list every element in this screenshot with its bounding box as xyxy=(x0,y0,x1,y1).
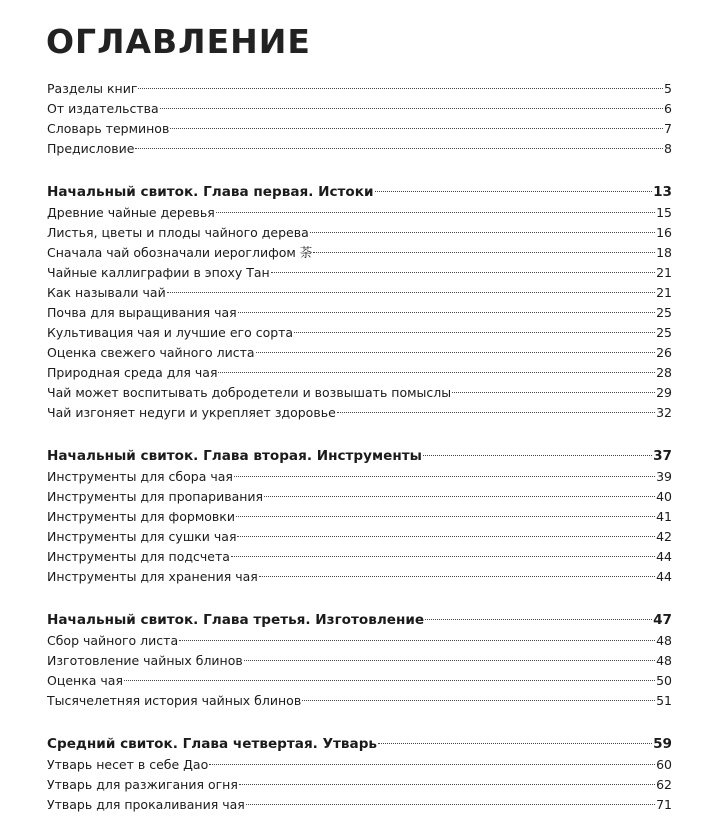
toc-entry xyxy=(47,323,672,343)
page-number: 60 xyxy=(656,757,672,772)
page-number: 25 xyxy=(656,305,672,320)
page-number: 21 xyxy=(656,285,672,300)
dot-leader xyxy=(337,412,655,413)
page-number: 42 xyxy=(656,529,672,544)
toc-entry xyxy=(47,343,672,363)
page-number: 59 xyxy=(653,736,672,752)
toc-entry xyxy=(47,203,672,223)
page-number: 21 xyxy=(656,265,672,280)
dot-leader xyxy=(256,352,656,353)
entry-title: Инструменты для формовки xyxy=(47,509,235,524)
dot-leader xyxy=(170,128,663,129)
toc-entry xyxy=(47,403,672,423)
dot-leader xyxy=(238,312,655,313)
entry-title: Древние чайные деревья xyxy=(47,205,215,220)
toc-entry xyxy=(47,507,672,527)
page-number: 37 xyxy=(653,448,672,464)
dot-leader xyxy=(294,332,655,333)
page-number: 28 xyxy=(656,365,672,380)
page-number: 39 xyxy=(656,469,672,484)
entry-title: Тысячелетняя история чайных блинов xyxy=(47,693,302,708)
chapter-title: Начальный свиток. Глава третья. Изготовление xyxy=(47,612,425,628)
page-number: 13 xyxy=(653,184,672,200)
dot-leader xyxy=(239,784,655,785)
chapter-title: Начальный свиток. Глава первая. Истоки xyxy=(47,184,374,200)
page-number: 71 xyxy=(656,797,672,812)
page-number: 6 xyxy=(664,101,672,116)
page-number: 47 xyxy=(653,612,672,628)
dot-leader xyxy=(302,700,655,701)
chapter-title: Начальный свиток. Глава вторая. Инструменты xyxy=(47,448,422,464)
toc-entry xyxy=(47,691,672,711)
dot-leader xyxy=(271,272,655,273)
toc-entry xyxy=(47,263,672,283)
table-of-contents xyxy=(47,79,672,837)
entry-title: Инструменты для хранения чая xyxy=(47,569,258,584)
dot-leader xyxy=(244,660,655,661)
entry-title: Изготовление чайных блинов xyxy=(47,653,243,668)
page-title: ОГЛАВЛЕНИЕ xyxy=(46,22,311,61)
entry-title: Культивация чая и лучшие его сорта xyxy=(47,325,294,340)
page-number: 44 xyxy=(656,549,672,564)
page-number: 5 xyxy=(664,81,672,96)
toc-section xyxy=(47,79,672,159)
dot-leader xyxy=(313,252,655,253)
entry-title: Предисловие xyxy=(47,141,135,156)
toc-section xyxy=(47,733,672,815)
toc-entry xyxy=(47,527,672,547)
entry-title: Разделы книг xyxy=(47,81,138,96)
dot-leader xyxy=(310,232,655,233)
page-number: 7 xyxy=(664,121,672,136)
entry-title: Утварь для разжигания огня xyxy=(47,777,238,792)
entry-title: Инструменты для сушки чая xyxy=(47,529,237,544)
page-number: 48 xyxy=(656,633,672,648)
dot-leader xyxy=(138,88,663,89)
dot-leader xyxy=(237,536,655,537)
toc-entry xyxy=(47,139,672,159)
page-number: 25 xyxy=(656,325,672,340)
page-number: 51 xyxy=(656,693,672,708)
toc-entry xyxy=(47,303,672,323)
dot-leader xyxy=(259,576,655,577)
entry-title: Сбор чайного листа xyxy=(47,633,179,648)
toc-entry xyxy=(47,795,672,815)
entry-title: Инструменты для пропаривания xyxy=(47,489,264,504)
toc-entry xyxy=(47,383,672,403)
dot-leader xyxy=(216,212,655,213)
toc-entry xyxy=(47,79,672,99)
chapter-heading xyxy=(47,181,672,203)
entry-title: От издательства xyxy=(47,101,159,116)
dot-leader xyxy=(375,191,653,192)
page-number: 44 xyxy=(656,569,672,584)
entry-title: Утварь несет в себе Дао xyxy=(47,757,209,772)
toc-entry xyxy=(47,775,672,795)
toc-entry xyxy=(47,547,672,567)
chapter-heading xyxy=(47,733,672,755)
page-number: 41 xyxy=(656,509,672,524)
page-number: 62 xyxy=(656,777,672,792)
entry-title: Природная среда для чая xyxy=(47,365,218,380)
dot-leader xyxy=(179,640,655,641)
dot-leader xyxy=(231,556,655,557)
toc-entry xyxy=(47,651,672,671)
toc-entry xyxy=(47,223,672,243)
dot-leader xyxy=(378,743,652,744)
toc-entry xyxy=(47,487,672,507)
toc-entry xyxy=(47,283,672,303)
page-number: 32 xyxy=(656,405,672,420)
entry-title: Утварь для прокаливания чая xyxy=(47,797,245,812)
entry-title: Чайные каллиграфии в эпоху Тан xyxy=(47,265,270,280)
entry-title: Инструменты для подсчета xyxy=(47,549,230,564)
chapter-title: Средний свиток. Глава четвертая. Утварь xyxy=(47,736,378,752)
page-number: 48 xyxy=(656,653,672,668)
dot-leader xyxy=(423,455,652,456)
page-number: 40 xyxy=(656,489,672,504)
dot-leader xyxy=(160,108,663,109)
toc-entry xyxy=(47,467,672,487)
page-number: 50 xyxy=(656,673,672,688)
entry-title: Как называли чай xyxy=(47,285,166,300)
page-number: 15 xyxy=(656,205,672,220)
entry-title: Словарь терминов xyxy=(47,121,170,136)
dot-leader xyxy=(135,148,663,149)
entry-title: Сначала чай обозначали иероглифом 荼 xyxy=(47,245,313,260)
toc-section xyxy=(47,181,672,423)
page-number: 16 xyxy=(656,225,672,240)
toc-entry xyxy=(47,631,672,651)
entry-title: Чай может воспитывать добродетели и возвышать помыслы xyxy=(47,385,452,400)
toc-entry xyxy=(47,243,672,263)
dot-leader xyxy=(124,680,655,681)
dot-leader xyxy=(209,764,655,765)
page-number: 18 xyxy=(656,245,672,260)
dot-leader xyxy=(236,516,655,517)
dot-leader xyxy=(218,372,655,373)
page-number: 26 xyxy=(656,345,672,360)
entry-title: Чай изгоняет недуги и укрепляет здоровье xyxy=(47,405,336,420)
toc-entry xyxy=(47,363,672,383)
dot-leader xyxy=(452,392,655,393)
dot-leader xyxy=(264,496,655,497)
toc-section xyxy=(47,609,672,711)
entry-title: Почва для выращивания чая xyxy=(47,305,237,320)
chapter-heading xyxy=(47,445,672,467)
page-number: 8 xyxy=(664,141,672,156)
page-number: 29 xyxy=(656,385,672,400)
toc-entry xyxy=(47,755,672,775)
toc-entry xyxy=(47,119,672,139)
dot-leader xyxy=(167,292,655,293)
entry-title: Инструменты для сбора чая xyxy=(47,469,233,484)
dot-leader xyxy=(425,619,652,620)
entry-title: Оценка чая xyxy=(47,673,123,688)
toc-section xyxy=(47,445,672,587)
entry-title: Оценка свежего чайного листа xyxy=(47,345,255,360)
entry-title: Листья, цветы и плоды чайного дерева xyxy=(47,225,309,240)
toc-entry xyxy=(47,99,672,119)
dot-leader xyxy=(234,476,655,477)
toc-entry xyxy=(47,567,672,587)
chapter-heading xyxy=(47,609,672,631)
toc-entry xyxy=(47,671,672,691)
dot-leader xyxy=(246,804,655,805)
